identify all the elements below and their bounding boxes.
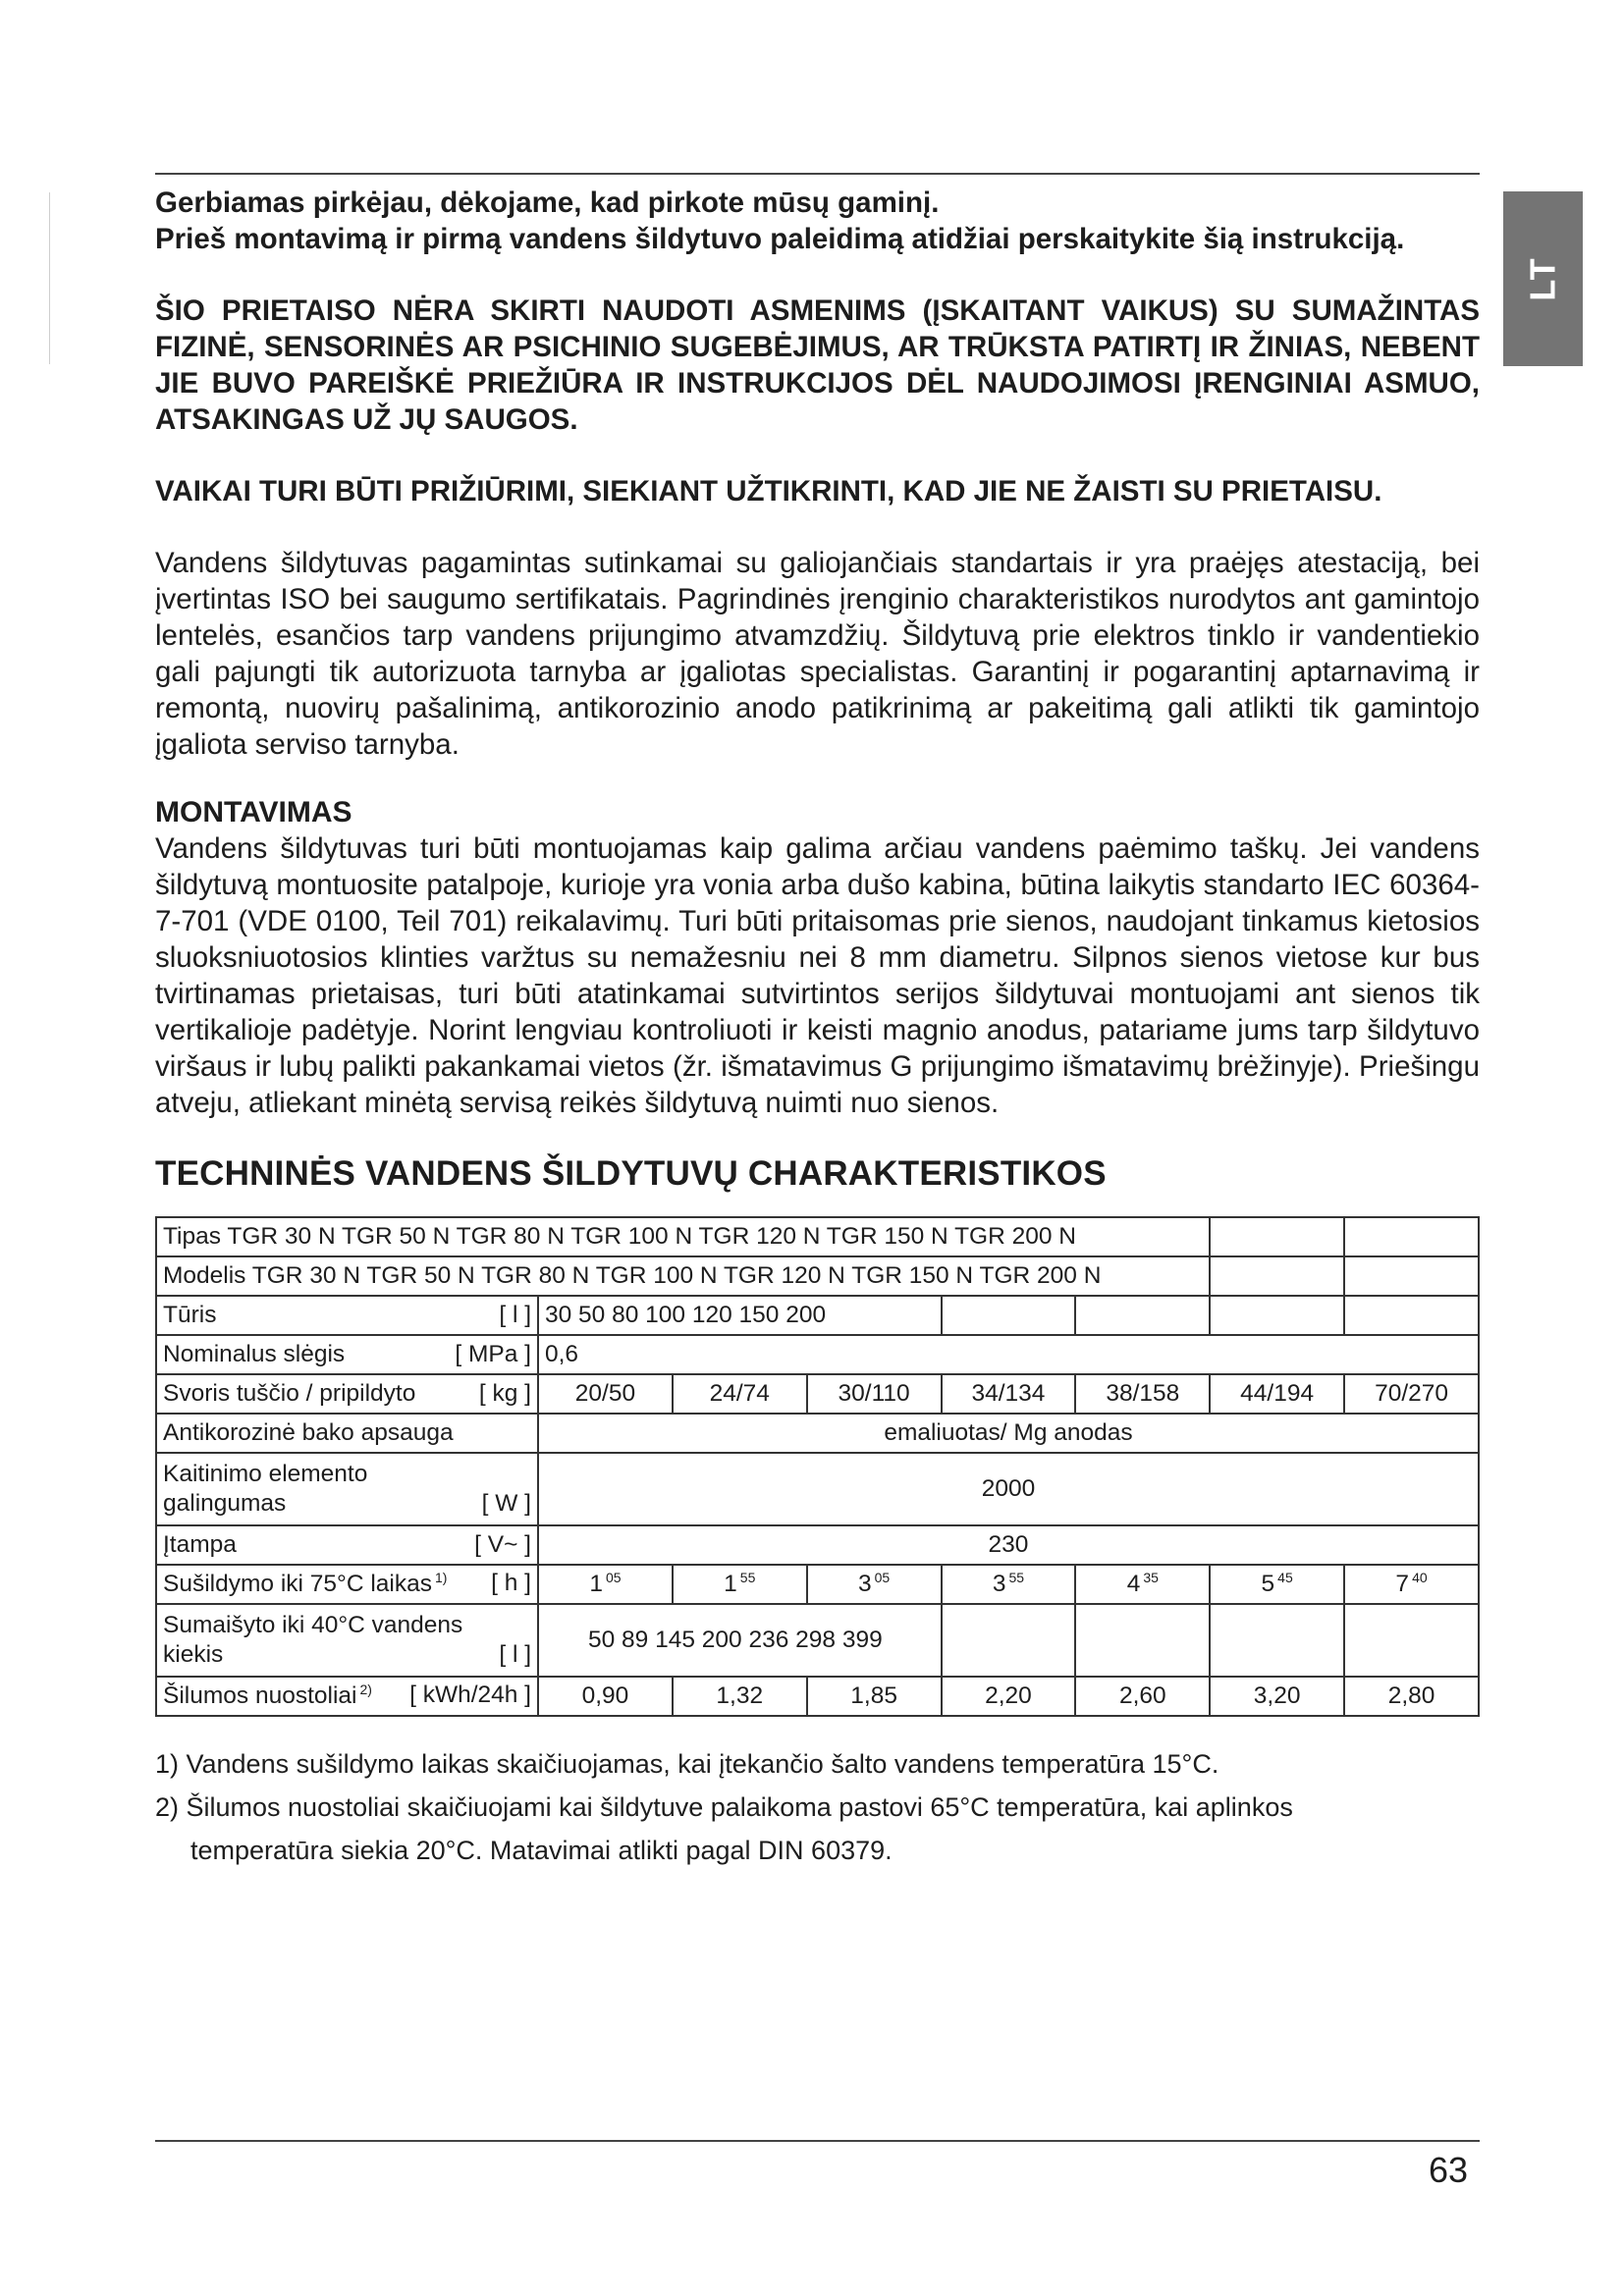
galia-label2: galingumas [163, 1490, 287, 1517]
laikas-value: 5 $^{45}$ [1210, 1565, 1344, 1604]
turis-unit: [ l ] [499, 1302, 531, 1328]
empty-cell [1344, 1256, 1479, 1296]
svoris-value: 70/270 [1344, 1374, 1479, 1414]
itampa-label-cell [156, 1525, 538, 1565]
galia-unit: [ W ] [481, 1490, 531, 1517]
row-modelis: Modelis TGR 30 N TGR 50 N TGR 80 N TGR 100 N TGR 120 N TGR 150 N TGR 200 N [156, 1256, 1210, 1296]
turis-label: Tūris [163, 1302, 217, 1328]
svoris-unit: [ kg ] [478, 1380, 531, 1407]
intro-paragraph: Vandens šildytuvas pagamintas sutinkamai su galiojančiais standartais ir yra praėjęs atestaciją, bei įvertintas ISO bei saugumo sertifikatais. Pagrindinės įrenginio charakteristikos nurodytos ant gamintojo lentelės, esančios tarp vandens prijungimo atvamzdžių. Šildytuvą prie elektros tinklo ir vandentiekio gali pajungti tik autorizuota tarnyba ar įgaliotas specialistas. Garantinį ir pogarantinį aptarnavimą ir remontą, nuovirų pašalinimą, antikorozinio anodo patikrinimą ar pakeitimą gali atlikti tik gamintojo įgaliota serviso tarnyba. [155, 547, 1480, 761]
svoris-value: 44/194 [1210, 1374, 1344, 1414]
empty-cell [942, 1604, 1076, 1677]
galia-label-cell [156, 1453, 538, 1525]
kiekis-label1: Sumaišyto iki 40°C vandens [163, 1612, 463, 1638]
nuostoliai-value: 1,85 [807, 1677, 942, 1716]
table-row [156, 1296, 1479, 1335]
kiekis-unit: [ l ] [499, 1641, 531, 1668]
page-content [155, 185, 1480, 1872]
empty-cell [1210, 1604, 1344, 1677]
svoris-value: 38/158 [1075, 1374, 1210, 1414]
laikas-value: 1 $^{55}$ [673, 1565, 807, 1604]
table-row [156, 1453, 1479, 1525]
slegis-label-cell [156, 1335, 538, 1374]
language-tab [1503, 191, 1583, 366]
svoris-label: Svoris tuščio / pripildyto [163, 1380, 416, 1407]
empty-cell [1210, 1217, 1344, 1256]
laikas-label: Sušildymo iki 75°C laikas [163, 1571, 432, 1598]
footnotes [155, 1742, 1480, 1872]
empty-cell [1344, 1217, 1479, 1256]
greeting-line2: Prieš montavimą ir pirmą vandens šildytuvo paleidimą atidžiai perskaitykite šią instrukciją. [155, 223, 1405, 255]
nuostoliai-value: 2,20 [942, 1677, 1076, 1716]
laikas-value: 3 $^{55}$ [942, 1565, 1076, 1604]
laikas-footnote: 1) [434, 1570, 448, 1586]
empty-cell [1075, 1296, 1210, 1335]
empty-cell [942, 1296, 1076, 1335]
nuostoliai-value: 2,60 [1075, 1677, 1210, 1716]
footnote-2b: temperatūra siekia 20°C. Matavimai atlikti pagal DIN 60379. [190, 1836, 893, 1865]
table-row [156, 1525, 1479, 1565]
bottom-rule [155, 2140, 1480, 2142]
kiekis-label2: kiekis [163, 1641, 224, 1668]
turis-values: 30 50 80 100 120 150 200 [538, 1296, 942, 1335]
footnote-1: 1) Vandens sušildymo laikas skaičiuojamas, kai įtekančio šalto vandens temperatūra 15°C. [155, 1749, 1219, 1779]
nuostoliai-footnote: 2) [359, 1682, 372, 1698]
galia-label1: Kaitinimo elemento [163, 1461, 368, 1487]
laikas-unit: [ h ] [491, 1570, 531, 1597]
slegis-unit: [ MPa ] [455, 1341, 531, 1367]
children-warning: VAIKAI TURI BŪTI PRIŽIŪRIMI, SIEKIANT UŽTIKRINTI, KAD JIE NE ŽAISTI SU PRIETAISU. [155, 475, 1382, 507]
greeting-line1: Gerbiamas pirkėjau, dėkojame, kad pirkote mūsų gaminį. [155, 187, 940, 219]
table-row [156, 1335, 1479, 1374]
row-tipas: Tipas TGR 30 N TGR 50 N TGR 80 N TGR 100 N TGR 120 N TGR 150 N TGR 200 N [156, 1217, 1210, 1256]
itampa-unit: [ V~ ] [474, 1531, 531, 1558]
table-row [156, 1374, 1479, 1414]
empty-cell [1344, 1604, 1479, 1677]
svoris-value: 30/110 [807, 1374, 942, 1414]
nuostoliai-label: Šilumos nuostoliai [163, 1682, 357, 1710]
kiekis-values: 50 89 145 200 236 298 399 [538, 1604, 942, 1677]
install-paragraph: Vandens šildytuvas turi būti montuojamas kaip galima arčiau vandens paėmimo taškų. Jei vandens šildytuvą montuosite patalpoje, kurioje yra vonia arba dušo kabina, būtina laikytis standarto IEC 60364-7-701 (VDE 0100, Teil 701) reikalavimų. Turi būti pritaisomas prie sienos, naudojant tinkamus kietosios sluoksniuotosios klinties varžtus su nemažesniu nei 8 mm diametru. Silpnos sienos vietose kur bus tvirtinamas prietaisas, turi būti atatinkamai sutvirtintos serijos šildytuvai montuojami ant sienos tik vertikalioje padėtyje. Norint lengviau kontroliuoti ir keisti magnio anodus, patariame jums tarp šildytuvo viršaus ir lubų palikti pakankamai vietos (žr. išmatavimus G prijungimo išmatavimų brėžinyje). Priešingu atveju, atliekant minėtą servisą reikės šildytuvą nuimti nuo sienos. [155, 832, 1480, 1119]
tech-title: TECHNINĖS VANDENS ŠILDYTUVŲ CHARAKTERISTIKOS [155, 1154, 1107, 1193]
table-row [156, 1217, 1479, 1256]
specs-table [155, 1216, 1480, 1717]
laikas-value: 4 $^{35}$ [1075, 1565, 1210, 1604]
laikas-value: 1 $^{05}$ [538, 1565, 673, 1604]
nuostoliai-value: 3,20 [1210, 1677, 1344, 1716]
margin-line [49, 192, 50, 364]
page-number: 63 [1429, 2150, 1469, 2190]
svoris-label-cell [156, 1374, 538, 1414]
apsauga-value: emaliuotas/ Mg anodas [538, 1414, 1479, 1453]
laikas-value: 3 $^{05}$ [807, 1565, 942, 1604]
svoris-value: 24/74 [673, 1374, 807, 1414]
apsauga-label: Antikorozinė bako apsauga [156, 1414, 538, 1453]
safety-warning: ŠIO PRIETAISO NĖRA SKIRTI NAUDOTI ASMENIMS (ĮSKAITANT VAIKUS) SU SUMAŽINTAS FIZINĖ, SENSORINĖS AR PSICHINIO SUGEBĖJIMUS, AR TRŪKSTA PATIRTĮ IR ŽINIAS, NEBENT JIE BUVO PAREIŠKĖ PRIEŽIŪRA IR INSTRUKCIJOS DĖL NAUDOJIMOSI ĮRENGINIAI ASMUO, ATSAKINGAS UŽ JŲ SAUGOS. [155, 294, 1480, 436]
kiekis-label-cell [156, 1604, 538, 1677]
empty-cell [1210, 1296, 1344, 1335]
itampa-label: Įtampa [163, 1531, 237, 1558]
slegis-value: 0,6 [538, 1335, 1479, 1374]
footnote-2a: 2) Šilumos nuostoliai skaičiuojami kai šildytuve palaikoma pastovi 65°C temperatūra, kai aplinkos [155, 1792, 1293, 1822]
empty-cell [1344, 1296, 1479, 1335]
nuostoliai-value: 0,90 [538, 1677, 673, 1716]
nuostoliai-unit: [ kWh/24h ] [409, 1682, 531, 1709]
itampa-value: 230 [538, 1525, 1479, 1565]
laikas-label-cell [156, 1565, 538, 1604]
table-row [156, 1414, 1479, 1453]
language-tab-label: LT [1522, 256, 1563, 301]
top-rule [155, 173, 1480, 175]
empty-cell [1075, 1604, 1210, 1677]
table-row [156, 1604, 1479, 1677]
table-row [156, 1256, 1479, 1296]
nuostoliai-value: 2,80 [1344, 1677, 1479, 1716]
greeting [155, 185, 1480, 257]
nuostoliai-value: 1,32 [673, 1677, 807, 1716]
slegis-label: Nominalus slėgis [163, 1341, 346, 1367]
laikas-value: 7 $^{40}$ [1344, 1565, 1479, 1604]
empty-cell [1210, 1256, 1344, 1296]
svoris-value: 34/134 [942, 1374, 1076, 1414]
turis-label-cell [156, 1296, 538, 1335]
svoris-value: 20/50 [538, 1374, 673, 1414]
galia-value: 2000 [538, 1453, 1479, 1525]
nuostoliai-label-cell [156, 1677, 538, 1716]
table-row [156, 1565, 1479, 1604]
table-row [156, 1677, 1479, 1716]
install-heading: MONTAVIMAS [155, 796, 352, 828]
